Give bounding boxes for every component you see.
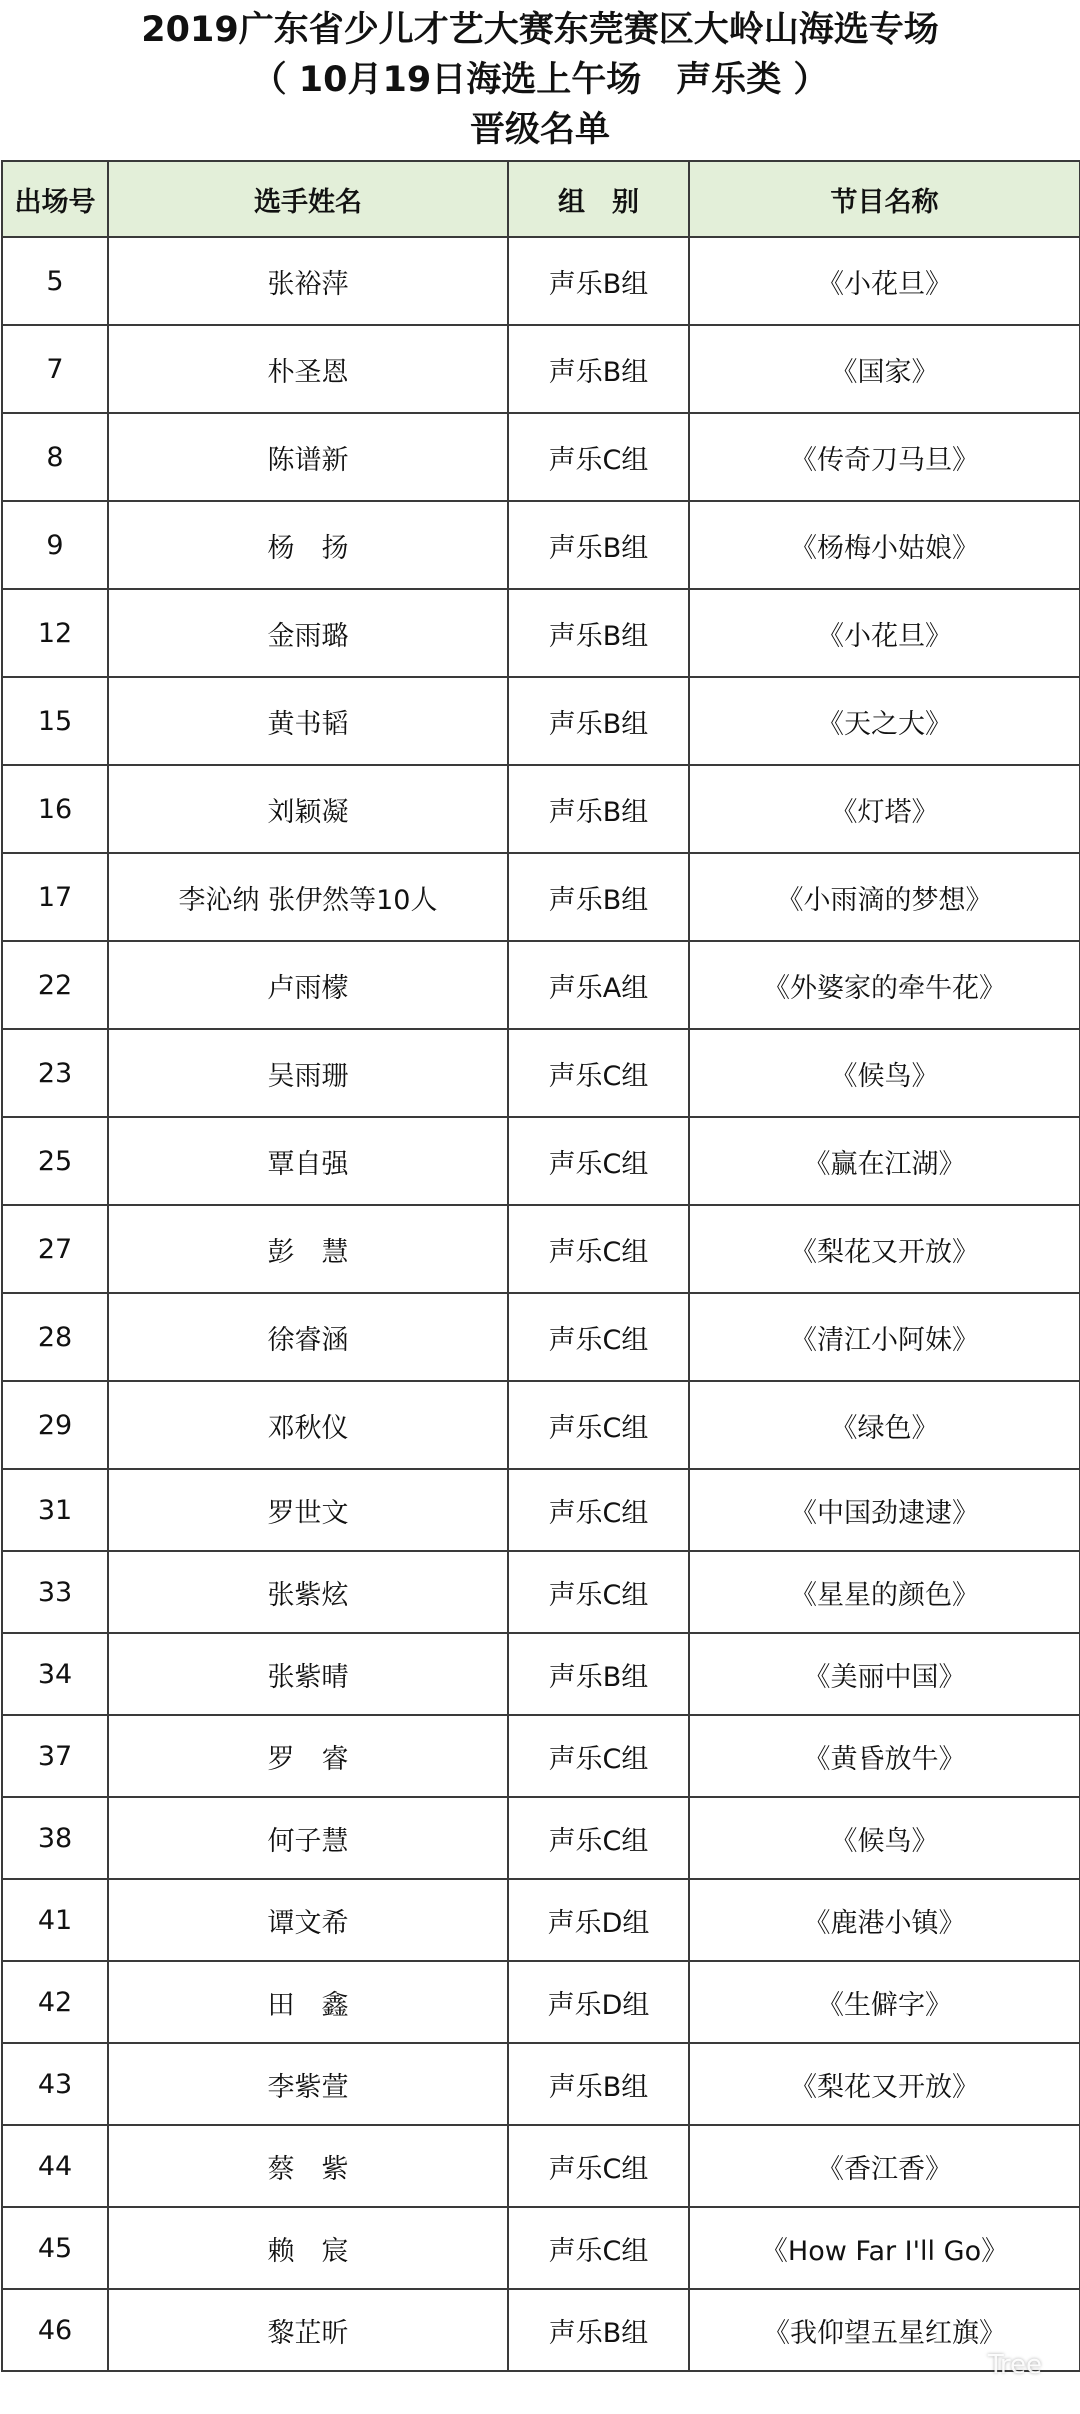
cell-program: 《生僻字》 xyxy=(689,1961,1080,2043)
title-line-3: 晋级名单 xyxy=(469,110,610,150)
cell-number: 41 xyxy=(2,1879,108,1961)
cell-name: 覃自强 xyxy=(108,1117,508,1205)
cell-program: 《鹿港小镇》 xyxy=(689,1879,1080,1961)
cell-number: 12 xyxy=(2,589,108,677)
cell-number: 28 xyxy=(2,1293,108,1381)
cell-group: 声乐B组 xyxy=(508,1633,689,1715)
cell-group: 声乐C组 xyxy=(508,1381,689,1469)
cell-group: 声乐C组 xyxy=(508,1469,689,1551)
cell-program: 《天之大》 xyxy=(689,677,1080,765)
table-row xyxy=(2,1715,1080,1797)
cell-program: 《梨花又开放》 xyxy=(689,1205,1080,1293)
cell-program: 《中国劲逮逮》 xyxy=(689,1469,1080,1551)
cell-number: 25 xyxy=(2,1117,108,1205)
cell-program: 《How Far I'll Go》 xyxy=(689,2207,1080,2289)
cell-program: 《我仰望五星红旗》 xyxy=(689,2289,1080,2371)
cell-number: 44 xyxy=(2,2125,108,2207)
cell-number: 16 xyxy=(2,765,108,853)
cell-name: 黎芷昕 xyxy=(108,2289,508,2371)
cell-group: 声乐B组 xyxy=(508,589,689,677)
table-row xyxy=(2,1551,1080,1633)
title-line-1: 2019广东省少儿才艺大赛东莞赛区大岭山海选专场 xyxy=(141,10,939,50)
cell-group: 声乐B组 xyxy=(508,237,689,325)
cell-name: 谭文希 xyxy=(108,1879,508,1961)
cell-name: 彭 慧 xyxy=(108,1205,508,1293)
header-group: 组 别 xyxy=(508,161,689,237)
header-number: 出场号 xyxy=(2,161,108,237)
header-name: 选手姓名 xyxy=(108,161,508,237)
cell-number: 7 xyxy=(2,325,108,413)
cell-name: 罗世文 xyxy=(108,1469,508,1551)
cell-number: 45 xyxy=(2,2207,108,2289)
cell-name: 邓秋仪 xyxy=(108,1381,508,1469)
cell-number: 23 xyxy=(2,1029,108,1117)
table-row xyxy=(2,853,1080,941)
table-row xyxy=(2,2043,1080,2125)
cell-number: 8 xyxy=(2,413,108,501)
cell-group: 声乐B组 xyxy=(508,677,689,765)
cell-number: 43 xyxy=(2,2043,108,2125)
cell-name: 张紫晴 xyxy=(108,1633,508,1715)
cell-number: 38 xyxy=(2,1797,108,1879)
table-row xyxy=(2,941,1080,1029)
cell-name: 李紫萱 xyxy=(108,2043,508,2125)
document-header xyxy=(0,0,1080,160)
cell-group: 声乐B组 xyxy=(508,765,689,853)
cell-name: 朴圣恩 xyxy=(108,325,508,413)
cell-group: 声乐C组 xyxy=(508,1797,689,1879)
table-row xyxy=(2,1029,1080,1117)
cell-group: 声乐C组 xyxy=(508,1293,689,1381)
table-row xyxy=(2,501,1080,589)
cell-name: 罗 睿 xyxy=(108,1715,508,1797)
cell-program: 《传奇刀马旦》 xyxy=(689,413,1080,501)
table-row xyxy=(2,1633,1080,1715)
cell-program: 《杨梅小姑娘》 xyxy=(689,501,1080,589)
cell-number: 9 xyxy=(2,501,108,589)
cell-program: 《小雨滴的梦想》 xyxy=(689,853,1080,941)
cell-group: 声乐C组 xyxy=(508,1029,689,1117)
cell-group: 声乐C组 xyxy=(508,2207,689,2289)
cell-program: 《外婆家的牵牛花》 xyxy=(689,941,1080,1029)
table-row xyxy=(2,1469,1080,1551)
cell-program: 《赢在江湖》 xyxy=(689,1117,1080,1205)
cell-number: 42 xyxy=(2,1961,108,2043)
cell-program: 《绿色》 xyxy=(689,1381,1080,1469)
cell-name: 田 鑫 xyxy=(108,1961,508,2043)
cell-group: 声乐B组 xyxy=(508,2289,689,2371)
cell-name: 张裕萍 xyxy=(108,237,508,325)
cell-number: 34 xyxy=(2,1633,108,1715)
table-row xyxy=(2,413,1080,501)
cell-program: 《候鸟》 xyxy=(689,1797,1080,1879)
table-row xyxy=(2,1879,1080,1961)
results-table xyxy=(1,160,1080,2372)
cell-program: 《清江小阿妹》 xyxy=(689,1293,1080,1381)
cell-name: 杨 扬 xyxy=(108,501,508,589)
cell-program: 《星星的颜色》 xyxy=(689,1551,1080,1633)
cell-name: 赖 宸 xyxy=(108,2207,508,2289)
cell-name: 徐睿涵 xyxy=(108,1293,508,1381)
cell-number: 27 xyxy=(2,1205,108,1293)
table-row xyxy=(2,677,1080,765)
cell-group: 声乐C组 xyxy=(508,1117,689,1205)
table-row xyxy=(2,237,1080,325)
table-row xyxy=(2,2125,1080,2207)
table-row xyxy=(2,1293,1080,1381)
header-program: 节目名称 xyxy=(689,161,1080,237)
cell-group: 声乐C组 xyxy=(508,1551,689,1633)
table-row xyxy=(2,1797,1080,1879)
cell-program: 《小花旦》 xyxy=(689,589,1080,677)
table-row xyxy=(2,2289,1080,2371)
cell-program: 《小花旦》 xyxy=(689,237,1080,325)
cell-number: 22 xyxy=(2,941,108,1029)
title-line-2: （ 10月19日海选上午场 声乐类 ） xyxy=(251,60,829,100)
cell-name: 李沁纳 张伊然等10人 xyxy=(108,853,508,941)
cell-program: 《美丽中国》 xyxy=(689,1633,1080,1715)
cell-program: 《梨花又开放》 xyxy=(689,2043,1080,2125)
cell-name: 刘颖凝 xyxy=(108,765,508,853)
cell-program: 《国家》 xyxy=(689,325,1080,413)
cell-group: 声乐B组 xyxy=(508,325,689,413)
cell-group: 声乐C组 xyxy=(508,1205,689,1293)
cell-group: 声乐C组 xyxy=(508,2125,689,2207)
cell-name: 金雨璐 xyxy=(108,589,508,677)
cell-number: 17 xyxy=(2,853,108,941)
cell-name: 黄书韬 xyxy=(108,677,508,765)
cell-name: 吴雨珊 xyxy=(108,1029,508,1117)
watermark: Tree xyxy=(987,2350,1042,2380)
table-row xyxy=(2,2207,1080,2289)
cell-program: 《灯塔》 xyxy=(689,765,1080,853)
cell-program: 《黄昏放牛》 xyxy=(689,1715,1080,1797)
cell-name: 蔡 紫 xyxy=(108,2125,508,2207)
table-row xyxy=(2,1381,1080,1469)
cell-number: 29 xyxy=(2,1381,108,1469)
cell-group: 声乐C组 xyxy=(508,1715,689,1797)
table-header-row xyxy=(2,161,1080,237)
cell-name: 卢雨檬 xyxy=(108,941,508,1029)
table-row xyxy=(2,1205,1080,1293)
cell-group: 声乐B组 xyxy=(508,853,689,941)
cell-number: 15 xyxy=(2,677,108,765)
cell-group: 声乐D组 xyxy=(508,1879,689,1961)
cell-name: 陈谱新 xyxy=(108,413,508,501)
cell-program: 《候鸟》 xyxy=(689,1029,1080,1117)
cell-number: 5 xyxy=(2,237,108,325)
cell-number: 37 xyxy=(2,1715,108,1797)
table-row xyxy=(2,589,1080,677)
cell-number: 33 xyxy=(2,1551,108,1633)
cell-number: 46 xyxy=(2,2289,108,2371)
table-row xyxy=(2,325,1080,413)
cell-number: 31 xyxy=(2,1469,108,1551)
cell-name: 张紫炫 xyxy=(108,1551,508,1633)
cell-name: 何子慧 xyxy=(108,1797,508,1879)
table-row xyxy=(2,1961,1080,2043)
cell-group: 声乐B组 xyxy=(508,2043,689,2125)
table-row xyxy=(2,765,1080,853)
cell-group: 声乐B组 xyxy=(508,501,689,589)
cell-program: 《香江香》 xyxy=(689,2125,1080,2207)
cell-group: 声乐C组 xyxy=(508,413,689,501)
table-row xyxy=(2,1117,1080,1205)
cell-group: 声乐A组 xyxy=(508,941,689,1029)
cell-group: 声乐D组 xyxy=(508,1961,689,2043)
